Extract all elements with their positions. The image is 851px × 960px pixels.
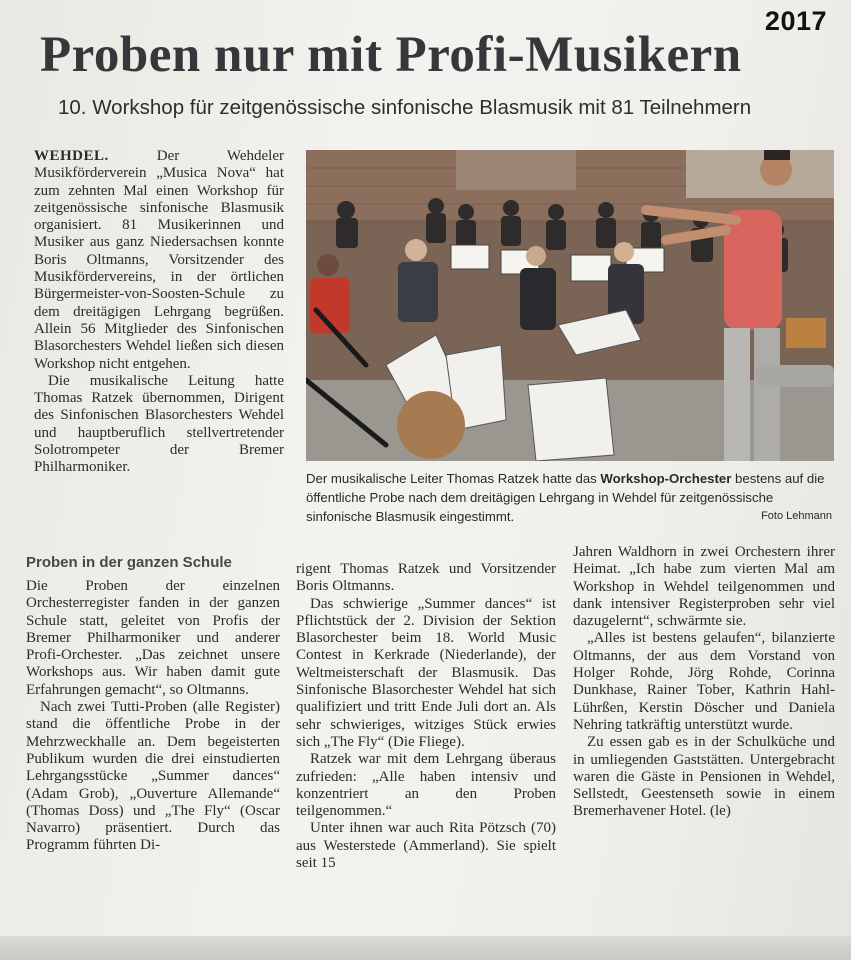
- page-fold-edge: [0, 936, 851, 960]
- section-heading: Proben in der ganzen Schule: [26, 554, 232, 571]
- photo-credit: Foto Lehmann: [761, 510, 832, 522]
- headline: Proben nur mit Profi-Musikern: [40, 27, 742, 83]
- caption-text-2: bestens auf die öffentliche Probe nach dem dreitägigen Lehrgang in Wehdel für zeitgenössische sinfonische Blasmusik eingestimmt.: [306, 471, 825, 524]
- year-label: 2017: [764, 6, 827, 36]
- caption-bold: Workshop-Orchester: [600, 471, 732, 486]
- subheadline: 10. Workshop für zeitgenössische sinfonische Blasmusik mit 81 Teilnehmern: [58, 96, 752, 119]
- caption-text-1: Der musikalische Leiter Thomas Ratzek hatte das: [306, 471, 601, 486]
- col3-paragraph-3: Zu essen gab es in der Schulküche und in umliegenden Gaststätten. Untergebracht waren die Gäste in Pensionen in Wehdel, Sellstedt, Geestenseth sowie in einem Bremerhavener Hotel. (le): [573, 734, 835, 820]
- col3-paragraph-2: „Alles ist bestens gelaufen“, bilanzierte Oltmanns, der aus dem Vorstand von Holger Rohde, Jörg Rohde, Corinna Dunkhase, Rainer Tober, Kathrin Hahl-Lührßen, Kerstin Döscher und Daniela Nehring tatkräftig unterstützt wurde.: [573, 630, 835, 733]
- intro-paragraph-2: Die musikalische Leitung hatte Thomas Ratzek übernommen, Dirigent des Sinfonischen Blasorchesters Wehdel und hauptberuflich stellvertretender Solotrompeter der Bremer Philharmoniker.: [34, 372, 284, 476]
- col1-paragraph-2: Nach zwei Tutti-Proben (alle Register) stand die öffentliche Probe in der Mehrzweckhalle an. Dem begeisterten Publikum wurden die drei einstudierten Lehrgangsstücke „Summer dances“ (Adam Grob), „Ouverture Allemande“ (Thomas Doss) und „The Fly“ (Oscar Navarro) präsentiert. Durch das Programm führten Di-: [26, 699, 280, 854]
- col3-paragraph-1: Jahren Waldhorn in zwei Orchestern ihrer Heimat. „Ich habe zum vierten Mal am Workshop in Wehdel teilgenommen und dank intensiver Registerproben sehr viel dazugelernt“, schwärmte sie.: [573, 544, 835, 630]
- intro-column: [34, 148, 284, 477]
- col2-paragraph-3: Ratzek war mit dem Lehrgang überaus zufrieden: „Alle haben intensiv und konzentriert an den Proben teilgenommen.“: [296, 751, 556, 820]
- orchestra-photo: [306, 150, 834, 461]
- orchestra-photo-illustration: [306, 150, 834, 461]
- photo-caption: [306, 469, 838, 526]
- intro-text-1: Der Wehdeler Musikförderverein „Musica Nova“ hat zum zehnten Mal einen Workshop für zeitgenössische sinfonische Blasmusik organisiert. 81 Musikerinnen und Musiker aus ganz Niedersachsen konnte Boris Oltmanns, Vorsitzender des Musikfördervereins, in der örtlichen Bürgermeister-von-Soosten-Schule zu dem dreitägigen Lehrgang begrüßen. Allein 56 Mitglieder des Sinfonischen Blasorchesters Wehdel ließen sich diesen Workshop nicht entgehen.: [34, 148, 285, 372]
- intro-paragraph-1: [34, 148, 284, 373]
- body-column-1: [26, 578, 280, 855]
- body-column-2: [296, 561, 556, 872]
- col2-paragraph-2: Das schwierige „Summer dances“ ist Pflichtstück der 2. Division der Sektion Blasorchester beim 18. World Music Contest in Kerkrade (Niederlande), der Weltmeisterschaft der Blasmusik. Das Sinfonische Blasorchester Wehdel hat sich qualifiziert und tritt Ende Juli dort an. Als sehr schwieriges, witziges Stück erwies sich „The Fly“ (Die Fliege).: [296, 595, 556, 750]
- col2-paragraph-1: rigent Thomas Ratzek und Vorsitzender Boris Oltmanns.: [296, 561, 556, 595]
- body-column-3: [573, 544, 835, 821]
- col1-paragraph-1: Die Proben der einzelnen Orchesterregister fanden in der ganzen Schule statt, geleitet von Profis der Bremer Philharmoniker und anderer Profi-Orchester. „Das zeichnet unsere Workshops aus. Wir haben damit gute Erfahrungen gemacht“, so Oltmanns.: [26, 578, 280, 698]
- dateline: WEHDEL.: [34, 148, 109, 164]
- col2-paragraph-4: Unter ihnen war auch Rita Pötzsch (70) aus Westerstede (Ammerland). Sie spielt seit 15: [296, 820, 556, 872]
